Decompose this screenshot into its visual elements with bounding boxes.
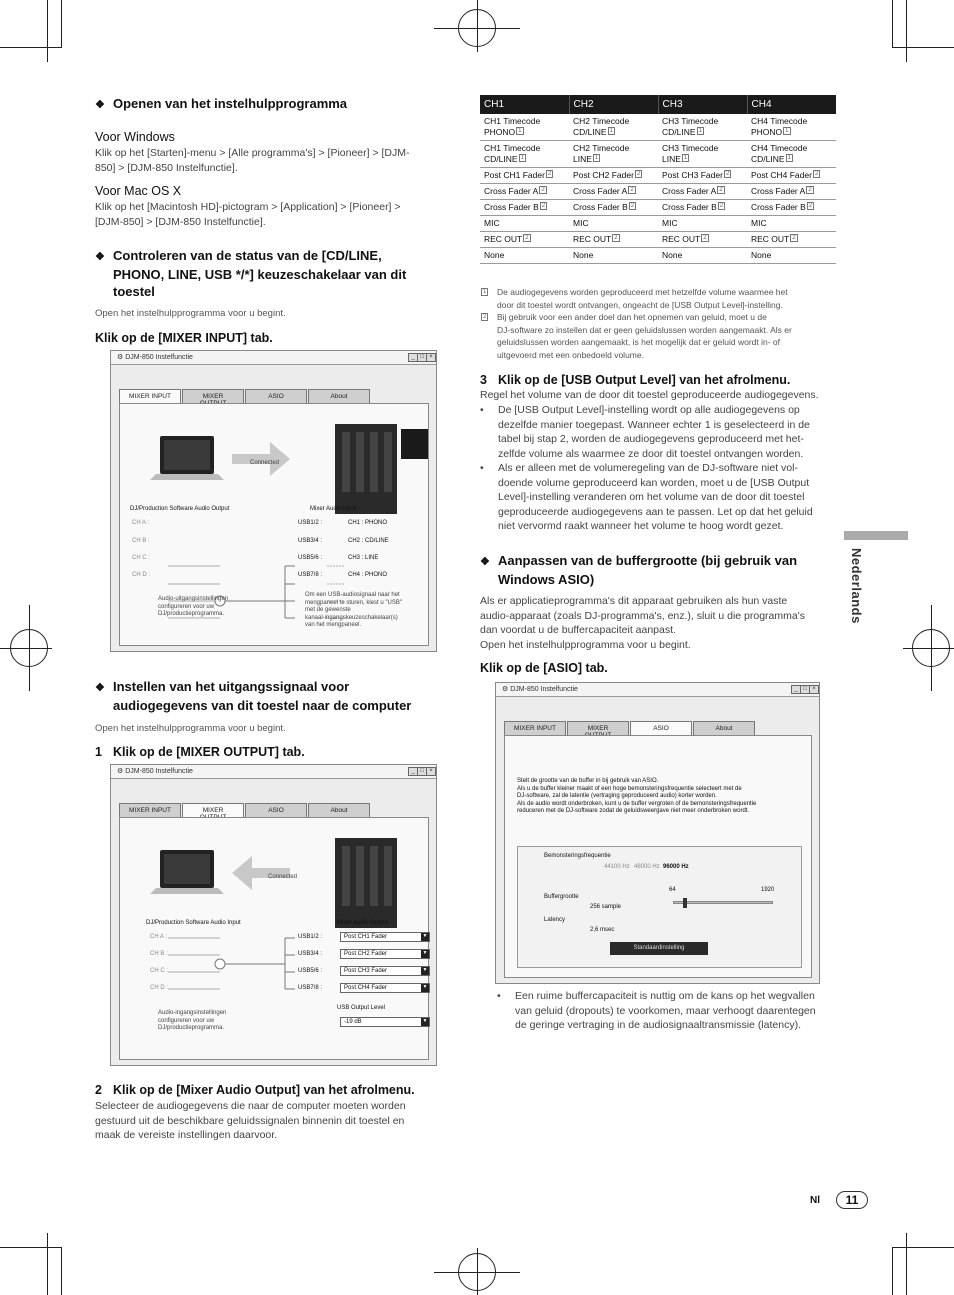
- asio-settings-box: [517, 846, 802, 968]
- tab-panel: [504, 735, 812, 978]
- tab-panel: [119, 403, 429, 646]
- bullet-usb-level-1: • De [USB Output Level]-instelling wordt op alle audiogegevens op dezelfde manier toegepast. Wanneer echter 1 is geselecteerd in de tabel bij stap 2, worden de audiogegevens geproduceerd met het- zelfde volume als waarmee ze door dit toestel ontvangen worden.: [480, 404, 810, 460]
- table-row: [480, 232, 836, 248]
- channel-label: CH A :: [150, 934, 168, 940]
- table-cell: CH3 Timecode CD/LINE 1: [658, 114, 747, 141]
- app-icon: ⚙: [117, 768, 126, 775]
- buffer-intro-text: Als er applicatieprogramma's dit apparaat gebruiken als hun vaste audio-apparaat (zoals DJ-programma's, enz.), sluit u die programma's dan voordat u de buffercapaciteit aanpast. Open het instelhulpprogramma voor u begint.: [480, 595, 805, 651]
- footnotes: 1 De audiogegevens worden geproduceerd met hetzelfde volume waarmee het door dit toestel wordt ontvangen, ongeacht de [USB Output Level]-instelling. 2 Bij gebruik voor een ander doel dan het opnemen van geluid, moet u de DJ-software zo instellen dat er geen geluidslussen worden aangemaakt. Als er geluidslussen worden aangemaakt, is het mogelijk dat er geluid wordt in- of uitgevoerd met een onbedoeld volume.: [483, 287, 792, 360]
- tab-mixer-input[interactable]: MIXER INPUT: [119, 389, 181, 410]
- note-right: Om een USB-audiosignaal naar het mengpaneel te sturen, klest u "USB" met de gewenste kanaal-ingangskeuzeschakelaar(s) van het mengpaneel.: [305, 592, 402, 628]
- table-row: [480, 248, 836, 264]
- app-icon: ⚙: [117, 354, 126, 361]
- footnote-ref: 1: [698, 128, 702, 134]
- default-settings-button[interactable]: Standaardinstelling: [610, 942, 708, 955]
- section-title-buffer: ❖ Aanpassen van de buffergrootte (bij gebruik van Windows ASIO): [480, 553, 798, 587]
- usb-label: USB5/6 :: [298, 968, 323, 974]
- footnote-ref: 1: [520, 155, 524, 161]
- language-side-label: Nederlands: [849, 548, 864, 624]
- footnote-ref: 1: [683, 155, 688, 161]
- mac-instructions: Klik op het [Macintosh HD]-pictogram > [Application] > [Pioneer] > [DJM-850] > [DJM-850 Instelfunctie].: [95, 201, 401, 228]
- table-cell: Cross Fader A 2: [747, 184, 836, 200]
- usb-label: USB7/8 :: [298, 985, 323, 991]
- footnote-ref: 2: [547, 171, 552, 177]
- table-cell: Cross Fader A 2: [658, 184, 747, 200]
- arrow-left-icon: [232, 856, 290, 890]
- diamond-bullet-icon: ❖: [95, 682, 105, 694]
- table-cell: REC OUT 2: [480, 232, 569, 248]
- buffer-slider-track[interactable]: [673, 901, 773, 904]
- laptop-base-icon: [150, 474, 224, 480]
- dropdown-arrow-icon: ▼: [422, 1018, 428, 1024]
- footnote-ref: 2: [808, 203, 813, 209]
- mixer-output-select[interactable]: Post CH2 Fader ▼: [340, 949, 430, 959]
- app-icon: ⚙: [502, 686, 511, 693]
- footnote-ref: 2: [541, 203, 546, 209]
- bullet-icon: •: [480, 404, 484, 416]
- maximize-button[interactable]: □: [417, 767, 427, 776]
- table-cell: Post CH2 Fader 2: [569, 168, 658, 184]
- mixer-output-select[interactable]: Post CH3 Fader ▼: [340, 966, 430, 976]
- diamond-bullet-icon: ❖: [480, 556, 490, 568]
- tab-mixer-input[interactable]: MIXER INPUT: [119, 803, 181, 824]
- screenshot-mixer-input: [110, 350, 437, 652]
- minimize-button[interactable]: _: [408, 353, 418, 362]
- diamond-bullet-icon: ❖: [95, 99, 105, 111]
- page-number: 11: [836, 1191, 868, 1209]
- table-cell: CH2 Timecode LINE 1: [569, 141, 658, 168]
- close-button[interactable]: ×: [809, 685, 819, 694]
- connected-label: Connected: [268, 874, 298, 880]
- window-titlebar: ⚙ DJM-850 Instelfunctie: [111, 765, 436, 779]
- window-titlebar: ⚙ DJM-850 Instelfunctie: [111, 351, 436, 365]
- mac-heading: Voor Mac OS X: [95, 184, 182, 198]
- channel-label: CH B :: [132, 538, 150, 544]
- latency-value: 2,6 msec: [590, 927, 615, 933]
- table-row: [480, 141, 836, 168]
- footnote-ref: 2: [792, 235, 796, 241]
- channel-table: [480, 95, 836, 264]
- step-asio: Klik op de [ASIO] tab.: [480, 661, 608, 675]
- input-select-value: CH4 : PHONO: [348, 572, 388, 578]
- tab-about[interactable]: About: [308, 389, 370, 410]
- table-cell: Cross Fader B 2: [480, 200, 569, 216]
- footnote-ref: 2: [703, 235, 707, 241]
- footnote-ref: 2: [630, 187, 634, 193]
- table-cell: CH4 Timecode CD/LINE 1: [747, 141, 836, 168]
- dropdown-arrow-icon: ▼: [422, 950, 428, 956]
- input-select-value: CH3 : LINE: [348, 555, 379, 561]
- arrow-right-icon: [232, 442, 290, 476]
- tab-about[interactable]: About: [308, 803, 370, 824]
- table-cell: None: [658, 248, 747, 264]
- footnote-ref: 2: [525, 235, 529, 241]
- table-row: [480, 184, 836, 200]
- bullet-icon: •: [497, 990, 501, 1002]
- buffer-min: 64: [669, 887, 676, 893]
- footnote-ref: 2: [725, 171, 730, 177]
- connected-label: Connected: [250, 460, 280, 466]
- maximize-button[interactable]: □: [800, 685, 810, 694]
- footnote-ref: 1: [609, 128, 613, 134]
- table-row: [480, 114, 836, 141]
- table-cell: None: [747, 248, 836, 264]
- diamond-bullet-icon: ❖: [95, 251, 105, 263]
- sample-rate-label: Bemonsteringsfrequentie: [544, 853, 611, 859]
- screenshot-asio: [495, 682, 820, 984]
- table-cell: REC OUT 2: [658, 232, 747, 248]
- step-2-text: Selecteer de audiogegevens die naar de computer moeten worden gestuurd uit de beschikbare geluidssignalen binnenin dit toestel en maak de vereiste instellingen daarvoor.: [95, 1100, 406, 1141]
- table-row: [480, 200, 836, 216]
- buffer-slider-thumb[interactable]: [683, 898, 687, 908]
- step-3-text: Regel het volume van de door dit toestel geproduceerde audiogegevens.: [480, 389, 819, 401]
- table-header: CH2: [569, 95, 658, 114]
- table-cell: CH4 Timecode PHONO 1: [747, 114, 836, 141]
- sample-rate-option[interactable]: 48000 Hz: [634, 864, 660, 870]
- table-cell: Cross Fader A 2: [569, 184, 658, 200]
- dropdown-arrow-icon: ▼: [422, 967, 428, 973]
- bullet-buffer: • Een ruime buffercapaciteit is nuttig om de kans op het wegvallen van geluid (dropouts) te voorkomen, maar verhoogt daarentegen de geringe vertraging in de audiosignaaltransmissie (latency).: [497, 990, 816, 1031]
- usb-label: USB1/2 :: [298, 520, 323, 526]
- mixer-output-select[interactable]: Post CH1 Fader ▼: [340, 932, 430, 942]
- table-cell: Cross Fader B 2: [747, 200, 836, 216]
- step-mixer-input: Klik op de [MIXER INPUT] tab.: [95, 331, 273, 345]
- buffer-max: 1920: [761, 887, 775, 893]
- note-left: Audio-uitgangsinstellingen configureren voor uw DJ/productieprogramma.: [158, 596, 229, 617]
- section-title-check-status: ❖ Controleren van de status van de [CD/LINE, PHONO, LINE, USB */*] keuzeschakelaar van dit toestel: [95, 248, 407, 299]
- footnote-ref: 1: [787, 155, 791, 161]
- table-cell: MIC: [569, 216, 658, 232]
- table-cell: CH2 Timecode CD/LINE 1: [569, 114, 658, 141]
- footnote-ref: 1: [594, 155, 599, 161]
- table-header: CH3: [658, 95, 747, 114]
- footnote-ref: 2: [636, 171, 641, 177]
- tab-mixer-output[interactable]: MIXER: [182, 389, 244, 410]
- table-cell: MIC: [747, 216, 836, 232]
- buffer-size-value: 256 sample: [590, 904, 622, 910]
- asio-description: Stelt de grootte van de buffer in bij gebruik van ASIO. Als u de buffer kleiner maakt of een hoge bemonsteringsfrequentie selecteert met de DJ-software, zal de latentie (vertraging geproduceerd audio) korter worden. Als de audio wordt onderbroken, kunt u de buffer vergroten of de bemonsteringsfrequentie reduceren met de DJ-software zodat de geluidsweergave niet meer onderbroken wordt.: [517, 778, 757, 814]
- minimize-button[interactable]: _: [791, 685, 801, 694]
- table-cell: Post CH4 Fader 2: [747, 168, 836, 184]
- language-tab-marker: [844, 531, 908, 540]
- mixer-output-label: Mixer Audio Output: [337, 920, 389, 926]
- table-cell: CH3 Timecode LINE 1: [658, 141, 747, 168]
- channel-label: CH A :: [132, 520, 150, 526]
- tab-asio[interactable]: ASIO: [245, 803, 307, 824]
- close-button[interactable]: ×: [426, 353, 436, 362]
- mixer-output-select[interactable]: Post CH4 Fader ▼: [340, 983, 430, 993]
- footnote-ref: 2: [814, 171, 819, 177]
- window-titlebar: ⚙ DJM-850 Instelfunctie: [496, 683, 819, 697]
- table-header: CH1: [480, 95, 569, 114]
- minimize-button[interactable]: _: [408, 767, 418, 776]
- tab-mixer-input[interactable]: MIXER INPUT: [504, 721, 566, 742]
- usb-label: USB7/8 :: [298, 572, 323, 578]
- table-cell: REC OUT 2: [747, 232, 836, 248]
- software-output-label: DJ/Production Software Audio Output: [130, 506, 230, 512]
- bullet-icon: •: [480, 462, 484, 474]
- input-select-value: CH2 : CD/LINE: [348, 538, 389, 544]
- footnote-ref: 2: [541, 187, 545, 193]
- tab-about[interactable]: About: [693, 721, 755, 742]
- section-title-open-utility: ❖ Openen van het instelhulpprogramma: [95, 95, 347, 114]
- tab-asio[interactable]: ASIO: [245, 389, 307, 410]
- channel-label: CH C :: [150, 968, 168, 974]
- section-title-output-signal: ❖ Instellen van het uitgangssignaal voor audiogegevens van dit toestel naar de computer: [95, 679, 412, 713]
- software-input-label: DJ/Production Software Audio Input: [146, 920, 241, 926]
- footnote-ref: 2: [630, 203, 635, 209]
- table-row: [480, 168, 836, 184]
- tab-mixer-output[interactable]: MIXER: [182, 803, 244, 824]
- table-cell: MIC: [658, 216, 747, 232]
- sample-rate-option[interactable]: 44100 Hz: [604, 864, 630, 870]
- note-left: Audio-ingangsinstellingen configureren voor uw DJ/productieprogramma.: [158, 1010, 227, 1031]
- table-cell: CH1 Timecode PHONO 1: [480, 114, 569, 141]
- footnote-ref: 2: [719, 203, 724, 209]
- table-cell: CH1 Timecode CD/LINE 1: [480, 141, 569, 168]
- channel-label: CH B :: [150, 951, 168, 957]
- channel-label: CH D :: [132, 572, 150, 578]
- mixer-input-label: Mixer Audio Input: [310, 506, 357, 512]
- tab-panel: [119, 817, 429, 1060]
- tab-mixer-output[interactable]: MIXER: [567, 721, 629, 742]
- table-cell: None: [480, 248, 569, 264]
- footer-lang: Nl: [810, 1195, 820, 1206]
- table-cell: None: [569, 248, 658, 264]
- dropdown-arrow-icon: ▼: [422, 984, 428, 990]
- sample-rate-option-selected[interactable]: 96000 Hz: [663, 864, 689, 870]
- table-cell: Post CH1 Fader 2: [480, 168, 569, 184]
- footnote-ref: 2: [719, 187, 723, 193]
- table-header: CH4: [747, 95, 836, 114]
- table-row: [480, 216, 836, 232]
- usb-label: USB1/2 :: [298, 934, 323, 940]
- footnote-ref: 1: [785, 128, 789, 134]
- footnote-ref: 1: [518, 128, 522, 134]
- note-open-utility: Open het instelhulpprogramma voor u begint.: [95, 308, 286, 319]
- table-cell: Cross Fader B 2: [658, 200, 747, 216]
- channel-label: CH C :: [132, 555, 150, 561]
- maximize-button[interactable]: □: [417, 353, 427, 362]
- channel-label: CH D :: [150, 985, 168, 991]
- laptop-base-icon: [150, 888, 224, 894]
- usb-output-level-select[interactable]: -19 dB ▼: [340, 1017, 430, 1027]
- note-open-utility-2: Open het instelhulpprogramma voor u begint.: [95, 723, 286, 734]
- zoom-callout-icon: [401, 429, 428, 459]
- footnote-ref: 2: [614, 235, 618, 241]
- latency-label: Latency: [544, 917, 566, 923]
- dropdown-arrow-icon: ▼: [422, 933, 428, 939]
- step-3: 3 Klik op de [USB Output Level] van het afrolmenu.: [480, 373, 791, 387]
- step-2: 2 Klik op de [Mixer Audio Output] van het afrolmenu.: [95, 1083, 415, 1097]
- close-button[interactable]: ×: [426, 767, 436, 776]
- screenshot-mixer-output: [110, 764, 437, 1066]
- step-1: 1 Klik op de [MIXER OUTPUT] tab.: [95, 745, 305, 759]
- usb-label: USB3/4 :: [298, 538, 323, 544]
- windows-instructions: Klik op het [Starten]-menu > [Alle programma's] > [Pioneer] > [DJM- 850] > [DJM-850 Instelfunctie].: [95, 147, 410, 174]
- bullet-usb-level-2: • Als er alleen met de volumeregeling van de DJ-software niet vol- doende volume geproduceerd kan worden, moet u de [USB Output Level]-instelling veranderen om het volume van de door dit toestel geproduceerde audiogegevens aan te passen. Let op dat het geluid niet vervormd raakt wanneer het volume te hoog wordt gezet.: [480, 462, 813, 532]
- buffer-size-label: Buffergrootte: [544, 894, 579, 900]
- table-cell: MIC: [480, 216, 569, 232]
- table-cell: Cross Fader B 2: [569, 200, 658, 216]
- tab-asio[interactable]: ASIO: [630, 721, 692, 742]
- footnote-ref: 2: [808, 187, 812, 193]
- usb-output-level-label: USB Output Level: [337, 1005, 386, 1011]
- table-cell: Cross Fader A 2: [480, 184, 569, 200]
- windows-heading: Voor Windows: [95, 130, 175, 144]
- input-select-value: CH1 : PHONO: [348, 520, 388, 526]
- table-cell: REC OUT 2: [569, 232, 658, 248]
- usb-label: USB5/6 :: [298, 555, 323, 561]
- usb-label: USB3/4 :: [298, 951, 323, 957]
- table-cell: Post CH3 Fader 2: [658, 168, 747, 184]
